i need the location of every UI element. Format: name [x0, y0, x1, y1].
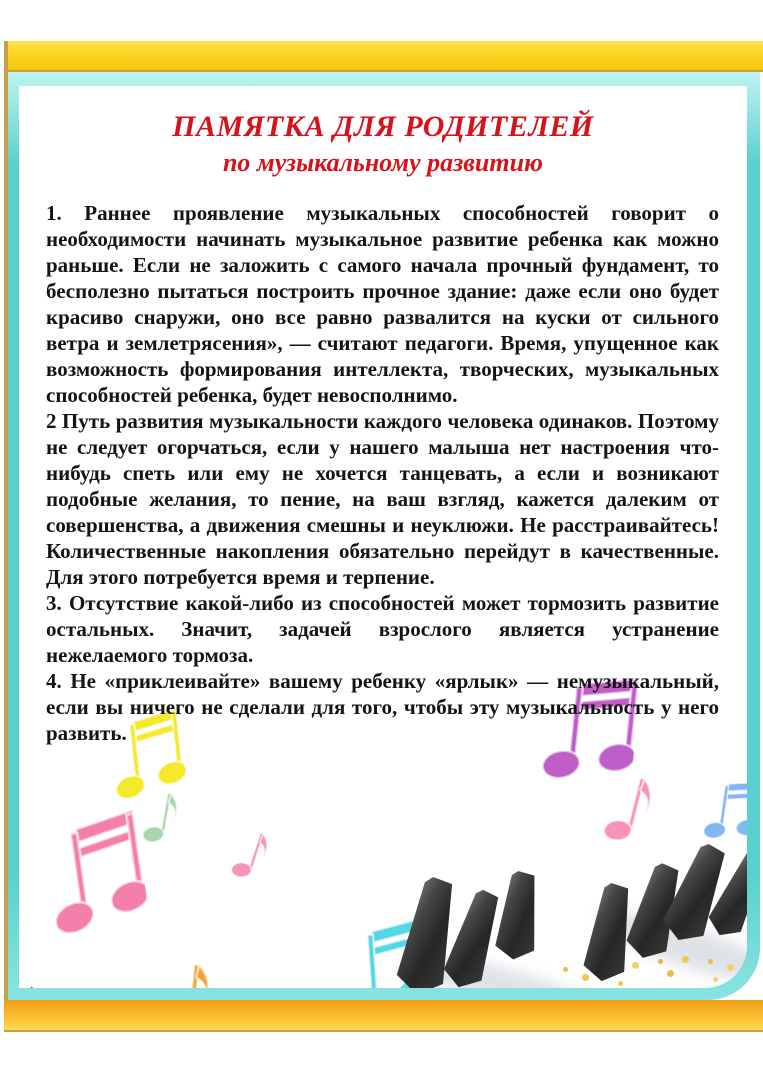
paragraph-4: 4. Не «приклеивайте» вашему ребенку «ярлык» — немузыкальный, если вы ничего не сделали для того, чтобы эту музыкальность у него развить.	[46, 669, 719, 745]
title-block	[19, 110, 747, 178]
paragraph-2: 2 Путь развития музыкальности каждого человека одинаков. Поэтому не следует огорчаться, если у нашего малыша нет настроения что-нибудь спеть или ему не хочется танцевать, а если и возникают подобные желания, то пение, на ваш взгляд, кажется далеким от совершенства, а движения смешны и неуклюжи. Не расстраивайтесь! Количественные накопления обязательно перейдут в качественные. Для этого потребуется время и терпение.	[46, 409, 719, 589]
piano-key	[493, 869, 548, 963]
music-note-orange-icon	[159, 942, 221, 988]
piano-key	[19, 974, 104, 988]
memo-text	[46, 200, 719, 746]
top-yellow-band	[4, 41, 763, 72]
teal-frame	[8, 72, 760, 1000]
paragraph-1: 1. Раннее проявление музыкальных способностей говорит о необходимости начинать музыкальное развитие ребенка как можно раньше. Если не заложить с самого начала прочный фундамент, то бесполезно пытаться построить прочное здание: даже если оно будет красиво снаружи, оно все равно развалится на куски от сильного ветра и землетрясения», — считают педагоги. Время, упущенное как возможность формирования интеллекта, творческих, музыкальных способностей ребенка, будет невосполнимо.	[46, 201, 719, 407]
content-area	[19, 86, 747, 988]
page-title: ПАМЯТКА ДЛЯ РОДИТЕЛЕЙ	[172, 110, 594, 143]
bottom-orange-band	[4, 1000, 763, 1032]
music-note-small-pink-icon	[224, 819, 282, 887]
music-note-large-pink-icon	[38, 794, 153, 956]
paragraph-3: 3. Отсутствие какой-либо из способностей может тормозить развитие остальных. Значит, задачей взрослого является устранение нежелаемого тормоза.	[46, 591, 719, 667]
music-note-blue-icon	[701, 767, 747, 855]
gold-sparkles	[563, 967, 568, 972]
page-subtitle: по музыкальному развитию	[222, 148, 544, 177]
